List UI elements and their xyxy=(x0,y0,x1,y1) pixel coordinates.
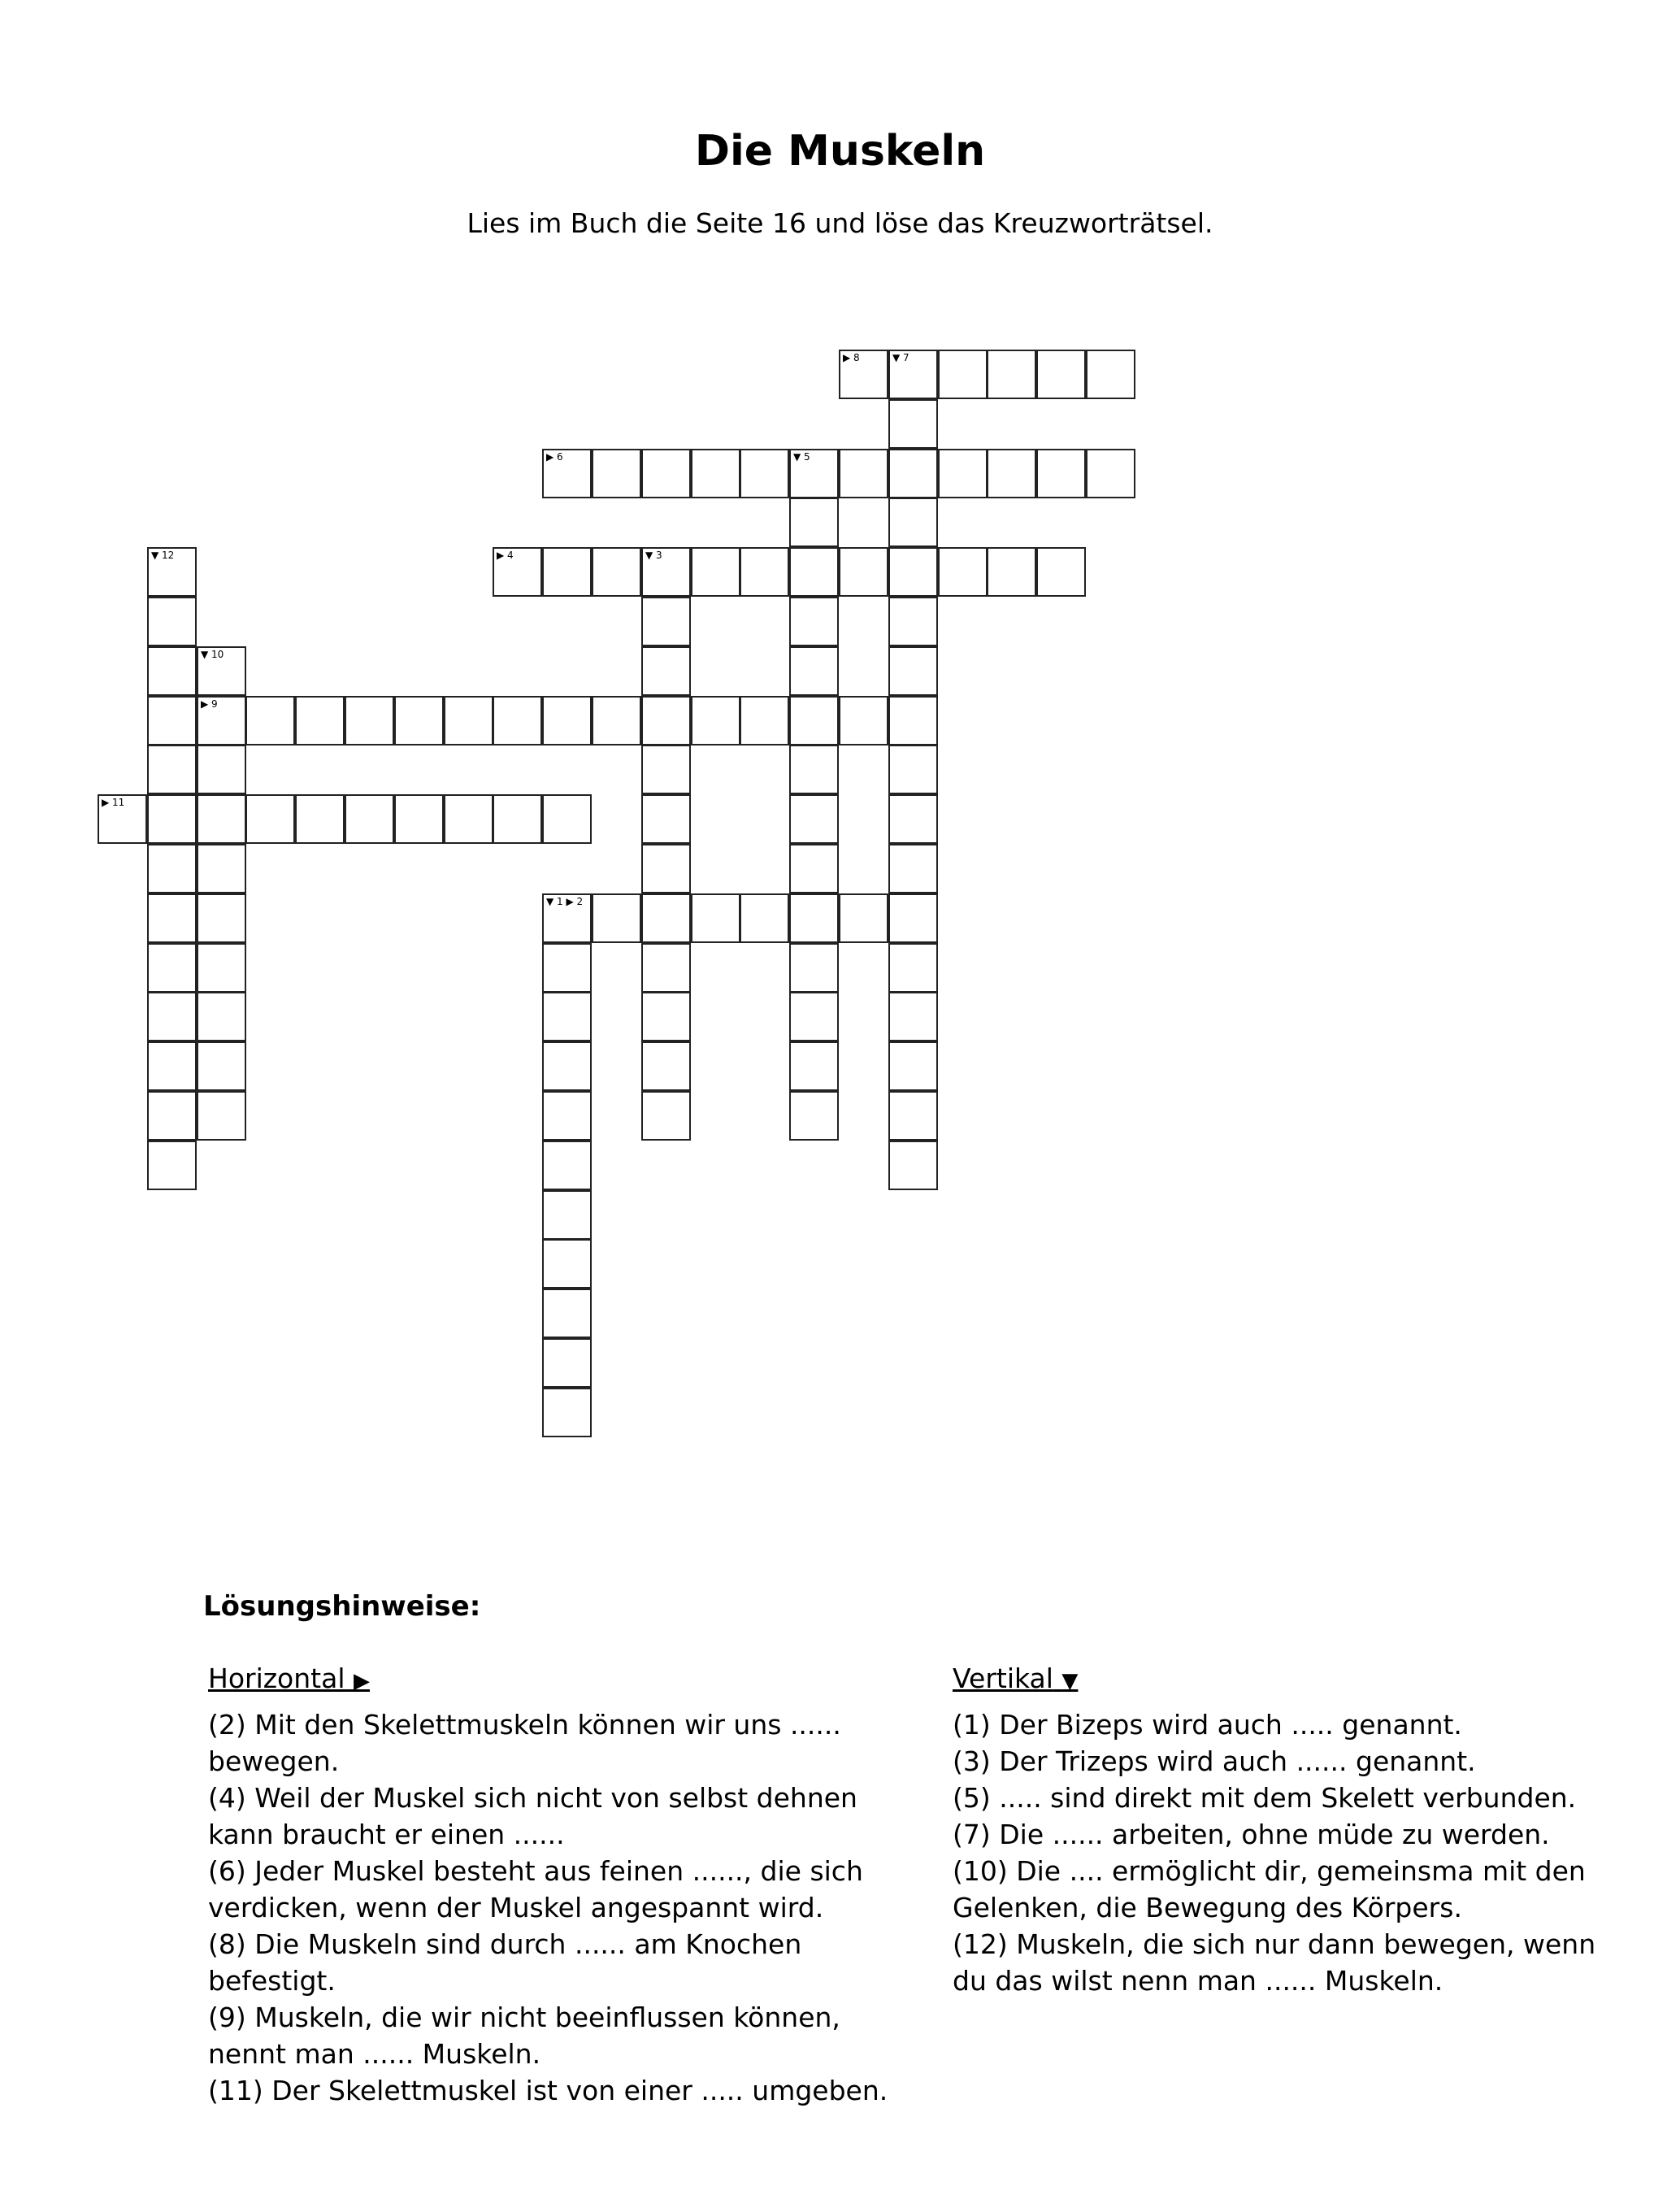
crossword-cell[interactable] xyxy=(789,547,839,597)
clue-number: ▶ 6 xyxy=(546,451,563,463)
clue-v-7: (7) Die ...... arbeiten, ohne müde zu werden. xyxy=(953,1819,1550,1850)
crossword-cell[interactable] xyxy=(888,646,938,696)
crossword-cell[interactable] xyxy=(295,696,345,745)
crossword-cell[interactable] xyxy=(542,1141,592,1190)
crossword-cell[interactable] xyxy=(542,893,592,943)
crossword-cell[interactable] xyxy=(542,1289,592,1338)
clue-h-4: (4) Weil der Muskel sich nicht von selbst dehnen kann braucht er einen ...... xyxy=(208,1782,857,1850)
crossword-cell[interactable] xyxy=(938,547,988,597)
clue-v-10: (10) Die .... ermöglicht dir, gemeinsma mit den Gelenken, die Bewegung des Körpers. xyxy=(953,1855,1586,1923)
crossword-cell[interactable] xyxy=(542,696,592,745)
crossword-cell[interactable] xyxy=(493,794,542,844)
crossword-cell[interactable] xyxy=(197,893,246,943)
crossword-cell[interactable] xyxy=(197,943,246,993)
crossword-cell[interactable] xyxy=(1086,350,1135,399)
crossword-cell[interactable] xyxy=(888,597,938,646)
crossword-cell[interactable] xyxy=(789,597,839,646)
crossword-cell[interactable] xyxy=(789,745,839,794)
horizontal-clues xyxy=(208,1660,923,2109)
crossword-cell[interactable] xyxy=(641,547,691,597)
crossword-cell[interactable] xyxy=(888,1141,938,1190)
crossword-cell[interactable] xyxy=(444,696,493,745)
clue-v-1: (1) Der Bizeps wird auch ..... genannt. xyxy=(953,1709,1462,1741)
crossword-cell[interactable] xyxy=(641,646,691,696)
horizontal-title: Horizontal xyxy=(208,1663,345,1694)
clue-number: ▶ 8 xyxy=(843,352,860,363)
clue-number: ▶ 11 xyxy=(102,797,125,808)
crossword-cell[interactable] xyxy=(542,1190,592,1240)
crossword-cell[interactable] xyxy=(987,449,1036,498)
crossword-cell[interactable] xyxy=(444,794,493,844)
crossword-cell[interactable] xyxy=(691,696,740,745)
crossword-cell[interactable] xyxy=(245,794,295,844)
crossword-cell[interactable] xyxy=(888,1041,938,1091)
crossword-cell[interactable] xyxy=(197,794,246,844)
crossword-cell[interactable] xyxy=(641,992,691,1041)
crossword-cell[interactable] xyxy=(888,943,938,993)
crossword-cell[interactable] xyxy=(888,696,938,745)
vertical-clues xyxy=(953,1660,1619,1999)
crossword-cell[interactable] xyxy=(839,547,888,597)
crossword-cell[interactable] xyxy=(542,1091,592,1141)
clue-h-6: (6) Jeder Muskel besteht aus feinen ......, die sich verdicken, wenn der Muskel angespannt wird. xyxy=(208,1855,863,1923)
crossword-cell[interactable] xyxy=(592,547,641,597)
crossword-cell[interactable] xyxy=(542,943,592,993)
crossword-cell[interactable] xyxy=(197,1041,246,1091)
crossword-cell[interactable] xyxy=(789,943,839,993)
crossword-cell[interactable] xyxy=(493,547,542,597)
crossword-cell[interactable] xyxy=(147,547,197,597)
crossword-cell[interactable] xyxy=(147,794,197,844)
crossword-cell[interactable] xyxy=(592,449,641,498)
clue-number: ▶ 4 xyxy=(497,550,514,561)
page-title: Die Muskeln xyxy=(694,127,986,176)
crossword-cell[interactable] xyxy=(789,893,839,943)
crossword-cell[interactable] xyxy=(987,350,1036,399)
crossword-cell[interactable] xyxy=(839,893,888,943)
crossword-cell[interactable] xyxy=(789,794,839,844)
hints-heading: Lösungshinweise: xyxy=(203,1590,481,1623)
crossword-cell[interactable] xyxy=(147,992,197,1041)
clue-number: ▼ 7 xyxy=(892,352,909,363)
crossword-cell[interactable] xyxy=(147,893,197,943)
crossword-cell[interactable] xyxy=(789,992,839,1041)
crossword-cell[interactable] xyxy=(641,893,691,943)
crossword-cell[interactable] xyxy=(839,350,888,399)
crossword-cell[interactable] xyxy=(888,350,938,399)
clue-v-5: (5) ..... sind direkt mit dem Skelett verbunden. xyxy=(953,1782,1577,1814)
horizontal-heading xyxy=(208,1660,923,1700)
crossword-cell[interactable] xyxy=(542,449,592,498)
crossword-cell[interactable] xyxy=(147,1041,197,1091)
crossword-cell[interactable] xyxy=(542,794,592,844)
crossword-cell[interactable] xyxy=(245,696,295,745)
crossword-cell[interactable] xyxy=(641,794,691,844)
crossword-cell[interactable] xyxy=(147,646,197,696)
clue-h-11: (11) Der Skelettmuskel ist von einer ..... umgeben. xyxy=(208,2075,888,2106)
crossword-cell[interactable] xyxy=(641,597,691,646)
crossword-cell[interactable] xyxy=(98,794,147,844)
crossword-cell[interactable] xyxy=(888,1091,938,1141)
vertical-heading xyxy=(953,1660,1619,1700)
crossword-cell[interactable] xyxy=(147,943,197,993)
crossword-cell[interactable] xyxy=(789,1091,839,1141)
crossword-cell[interactable] xyxy=(197,844,246,893)
clue-number: ▼ 5 xyxy=(793,451,810,463)
crossword-cell[interactable] xyxy=(542,992,592,1041)
crossword-cell[interactable] xyxy=(888,399,938,449)
crossword-cell[interactable] xyxy=(592,696,641,745)
crossword-cell[interactable] xyxy=(888,893,938,943)
crossword-cell[interactable] xyxy=(789,844,839,893)
crossword-cell[interactable] xyxy=(394,794,444,844)
crossword-cell[interactable] xyxy=(740,449,789,498)
crossword-cell[interactable] xyxy=(789,449,839,498)
crossword-cell[interactable] xyxy=(641,449,691,498)
crossword-cell[interactable] xyxy=(938,350,988,399)
crossword-cell[interactable] xyxy=(147,696,197,745)
right-arrow-icon: ▶ xyxy=(354,1669,370,1693)
clue-h-9: (9) Muskeln, die wir nicht beeinflussen können, nennt man ...... Muskeln. xyxy=(208,2002,840,2070)
crossword-cell[interactable] xyxy=(641,844,691,893)
crossword-cell[interactable] xyxy=(987,547,1036,597)
crossword-cell[interactable] xyxy=(345,696,394,745)
crossword-cell[interactable] xyxy=(839,696,888,745)
crossword-cell[interactable] xyxy=(592,893,641,943)
crossword-cell[interactable] xyxy=(197,1091,246,1141)
crossword-cell[interactable] xyxy=(641,745,691,794)
crossword-cell[interactable] xyxy=(147,1091,197,1141)
crossword-cell[interactable] xyxy=(691,893,740,943)
crossword-cell[interactable] xyxy=(542,1338,592,1388)
crossword-cell[interactable] xyxy=(147,844,197,893)
crossword-cell[interactable] xyxy=(641,1041,691,1091)
crossword-cell[interactable] xyxy=(493,696,542,745)
crossword-cell[interactable] xyxy=(641,943,691,993)
clue-number: ▶ 9 xyxy=(201,698,218,710)
crossword-cell[interactable] xyxy=(641,1091,691,1141)
crossword-cell[interactable] xyxy=(295,794,345,844)
down-arrow-icon: ▼ xyxy=(1061,1669,1079,1693)
crossword-cell[interactable] xyxy=(1036,350,1086,399)
crossword-cell[interactable] xyxy=(938,449,988,498)
crossword-cell[interactable] xyxy=(1036,449,1086,498)
clue-number: ▼ 3 xyxy=(645,550,662,561)
crossword-cell[interactable] xyxy=(542,1239,592,1289)
crossword-cell[interactable] xyxy=(542,1041,592,1091)
crossword-cell[interactable] xyxy=(740,893,789,943)
crossword-cell[interactable] xyxy=(197,745,246,794)
clue-number: ▼ 12 xyxy=(151,550,175,561)
clue-number: ▼ 10 xyxy=(201,649,224,660)
clue-h-8: (8) Die Muskeln sind durch ...... am Knochen befestigt. xyxy=(208,1928,802,1997)
clue-v-12: (12) Muskeln, die sich nur dann bewegen, wenn du das wilst nenn man ...... Muskeln. xyxy=(953,1928,1596,1997)
crossword-cell[interactable] xyxy=(1086,449,1135,498)
clue-v-3: (3) Der Trizeps wird auch ...... genannt. xyxy=(953,1745,1476,1777)
crossword-cell[interactable] xyxy=(147,597,197,646)
crossword-cell[interactable] xyxy=(888,794,938,844)
crossword-cell[interactable] xyxy=(789,1041,839,1091)
crossword-cell[interactable] xyxy=(197,696,246,745)
vertical-title: Vertikal xyxy=(953,1663,1053,1694)
crossword-cell[interactable] xyxy=(197,646,246,696)
crossword-cell[interactable] xyxy=(888,498,938,547)
crossword-cell[interactable] xyxy=(641,696,691,745)
crossword-cell[interactable] xyxy=(147,745,197,794)
clue-h-2: (2) Mit den Skelettmuskeln können wir uns ...... bewegen. xyxy=(208,1709,841,1777)
crossword-cell[interactable] xyxy=(888,547,938,597)
crossword-cell[interactable] xyxy=(542,1388,592,1437)
crossword-cell[interactable] xyxy=(888,449,938,498)
crossword-cell[interactable] xyxy=(394,696,444,745)
crossword-cell[interactable] xyxy=(147,1141,197,1190)
page-subtitle: Lies im Buch die Seite 16 und löse das Kreuzworträtsel. xyxy=(467,207,1213,239)
crossword-cell[interactable] xyxy=(789,646,839,696)
crossword-cell[interactable] xyxy=(345,794,394,844)
crossword-cell[interactable] xyxy=(789,498,839,547)
crossword-cell[interactable] xyxy=(789,696,839,745)
crossword-cell[interactable] xyxy=(1036,547,1086,597)
clue-number: ▼ 1 ▶ 2 xyxy=(546,896,584,907)
crossword-cell[interactable] xyxy=(839,449,888,498)
crossword-cell[interactable] xyxy=(740,696,789,745)
crossword-cell[interactable] xyxy=(197,992,246,1041)
crossword-cell[interactable] xyxy=(888,844,938,893)
crossword-cell[interactable] xyxy=(691,449,740,498)
crossword-cell[interactable] xyxy=(691,547,740,597)
crossword-cell[interactable] xyxy=(542,547,592,597)
crossword-cell[interactable] xyxy=(888,745,938,794)
crossword-cell[interactable] xyxy=(888,992,938,1041)
crossword-cell[interactable] xyxy=(740,547,789,597)
